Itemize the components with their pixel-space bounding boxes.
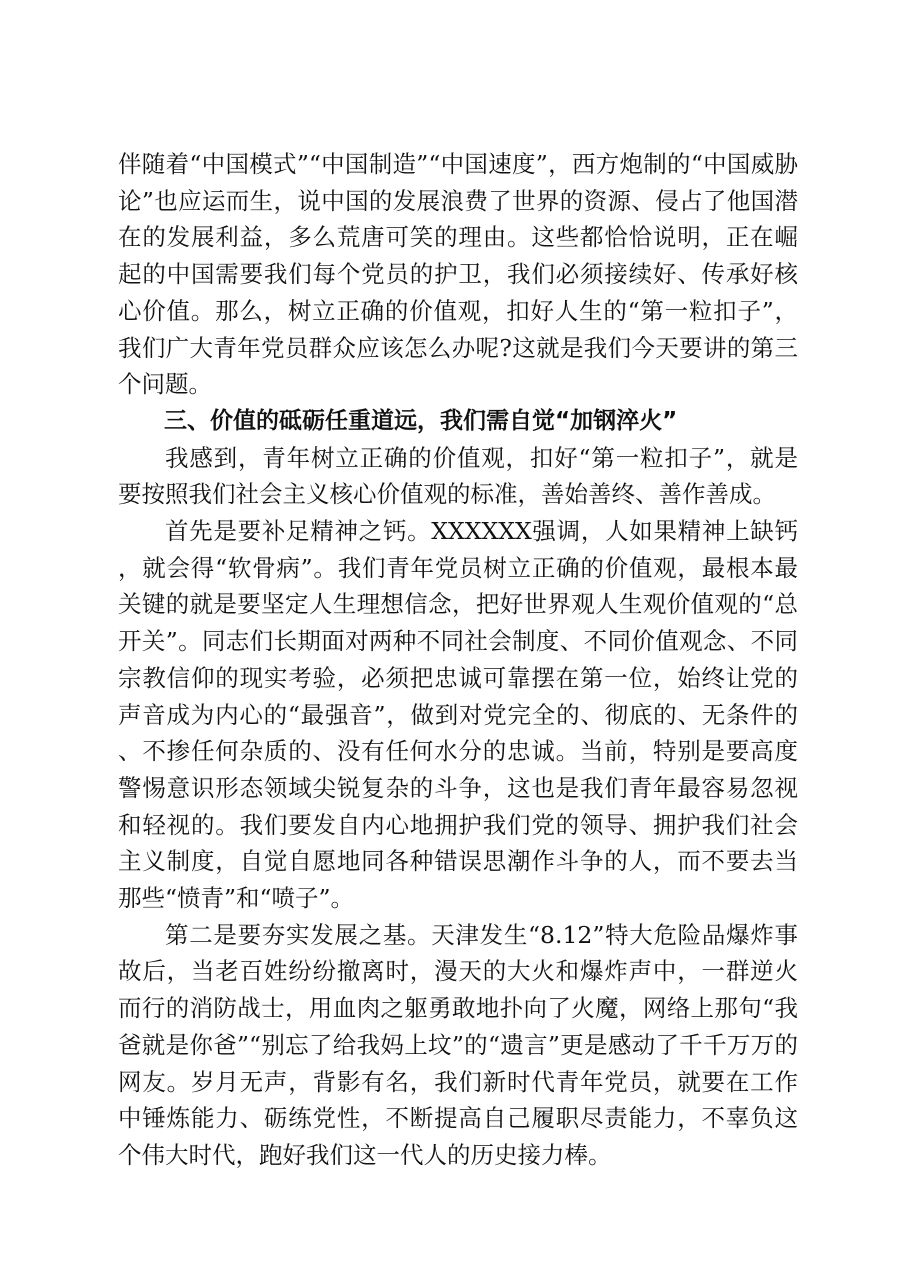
paragraph-section-lead: 我感到，青年树立正确的价值观，扣好“第一粒扣子”，就是要按照我们社会主义核心价值观的标准，善始善终、善作善成。 bbox=[118, 443, 798, 509]
document-body bbox=[118, 146, 798, 1174]
paragraph-point-two: 第二是要夯实发展之基。天津发生“8.12”特大危险品爆炸事故后，当老百姓纷纷撤离时，漫天的大火和爆炸声中，一群逆火而行的消防战士，用血肉之躯勇敢地扑向了火魔，网络上那句“我爸就是你爸”“别忘了给我妈上坟”的“遗言”更是感动了千千万万的网友。岁月无声，背影有名，我们新时代青年党员，就要在工作中锤炼能力、砺练党性，不断提高自己履职尽责能力，不辜负这个伟大时代，跑好我们这一代人的历史接力棒。 bbox=[118, 920, 798, 1169]
section-heading: 三、价值的砥砺任重道远，我们需自觉“加钢淬火” bbox=[164, 407, 678, 434]
paragraph-intro: 伴随着“中国模式”“中国制造”“中国速度”，西方炮制的“中国威胁论”也应运而生，说中国的发展浪费了世界的资源、侵占了他国潜在的发展利益，多么荒唐可笑的理由。这些都恰恰说明，正在崛起的中国需要我们每个党员的护卫，我们必须接续好、传承好核心价值。那么，树立正确的价值观，扣好人生的“第一粒扣子”，我们广大青年党员群众应该怎么办呢?这就是我们今天要讲的第三个问题。 bbox=[118, 150, 798, 399]
paragraph-point-one: 首先是要补足精神之钙。XXXXXX强调，人如果精神上缺钙，就会得“软骨病”。我们青年党员树立正确的价值观，最根本最关键的就是要坚定人生理想信念，把好世界观人生观价值观的“总开关”。同志们长期面对两种不同社会制度、不同价值观念、不同宗教信仰的现实考验，必须把忠诚可靠摆在第一位，始终让党的声音成为内心的“最强音”，做到对党完全的、彻底的、无条件的、不掺任何杂质的、没有任何水分的忠诚。当前，特别是要高度警惕意识形态领域尖锐复杂的斗争，这也是我们青年最容易忽视和轻视的。我们要发自内心地拥护我们党的领导、拥护我们社会主义制度，自觉自愿地同各种错误思潮作斗争的人，而不要去当那些“愤青”和“喷子”。 bbox=[118, 517, 798, 913]
